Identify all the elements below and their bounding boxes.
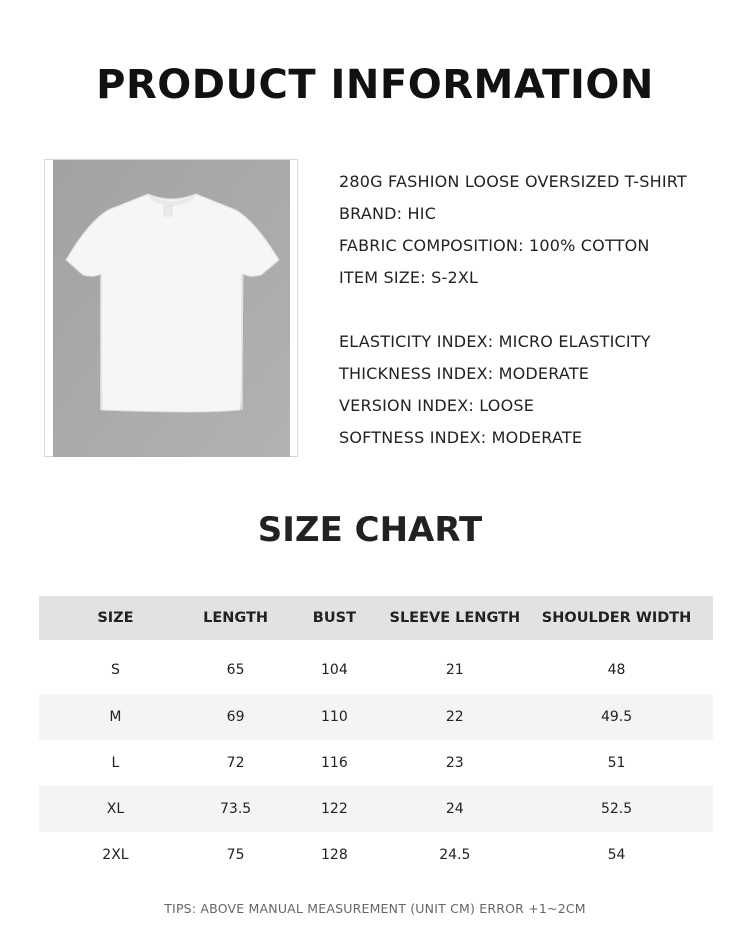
- product-image: [53, 160, 290, 457]
- table-cell: 51: [607, 755, 626, 771]
- table-cell: 110: [279, 694, 389, 740]
- page-title: PRODUCT INFORMATION: [96, 62, 654, 108]
- table-cell: 116: [321, 755, 348, 771]
- column-header: LENGTH: [192, 596, 279, 640]
- table-cell: 128: [321, 847, 348, 863]
- spec-line: 280G FASHION LOOSE OVERSIZED T-SHIRT: [339, 172, 687, 191]
- index-line: SOFTNESS INDEX: MODERATE: [339, 428, 583, 447]
- size-chart-table: [39, 596, 713, 878]
- table-row: [39, 740, 713, 786]
- table-cell: 22: [390, 694, 521, 740]
- table-cell: 104: [321, 662, 348, 678]
- table-cell: 72: [226, 755, 245, 771]
- spec-line: BRAND: HIC: [339, 204, 437, 223]
- column-header: SLEEVE LENGTH: [390, 596, 521, 640]
- size-chart-title: SIZE CHART: [257, 510, 483, 550]
- table-cell: 23: [445, 755, 464, 771]
- index-line: VERSION INDEX: LOOSE: [339, 396, 535, 415]
- table-cell: 54: [607, 847, 626, 863]
- spec-line: ITEM SIZE: S-2XL: [339, 268, 479, 287]
- index-line: ELASTICITY INDEX: MICRO ELASTICITY: [339, 332, 651, 351]
- table-row: [39, 786, 713, 832]
- table-cell: 24: [390, 786, 521, 832]
- table-cell: M: [39, 694, 192, 740]
- spec-line: FABRIC COMPOSITION: 100% COTTON: [339, 236, 650, 255]
- table-cell: XL: [39, 786, 192, 832]
- tshirt-icon: [53, 160, 290, 457]
- table-cell: 21: [445, 662, 464, 678]
- table-header-row: [39, 596, 713, 640]
- table-row: [39, 694, 713, 740]
- table-cell: 49.5: [520, 694, 713, 740]
- table-cell: L: [111, 755, 120, 771]
- table-cell: S: [111, 662, 120, 678]
- table-cell: 69: [192, 694, 279, 740]
- column-header: SIZE: [39, 596, 192, 640]
- table-cell: 48: [607, 662, 626, 678]
- table-cell: 24.5: [439, 847, 471, 863]
- column-header: SHOULDER WIDTH: [520, 596, 713, 640]
- table-cell: 65: [226, 662, 245, 678]
- table-cell: 122: [279, 786, 389, 832]
- table-cell: 75: [226, 847, 245, 863]
- measurement-tips: TIPS: ABOVE MANUAL MEASUREMENT (UNIT CM) ERROR +1~2CM: [164, 901, 586, 916]
- table-cell: 52.5: [520, 786, 713, 832]
- table-cell: 2XL: [102, 847, 129, 863]
- column-header: BUST: [279, 596, 389, 640]
- product-specs: [339, 168, 739, 456]
- index-line: THICKNESS INDEX: MODERATE: [339, 364, 590, 383]
- table-row: [39, 832, 713, 878]
- table-row: [39, 640, 713, 694]
- table-cell: 73.5: [192, 786, 279, 832]
